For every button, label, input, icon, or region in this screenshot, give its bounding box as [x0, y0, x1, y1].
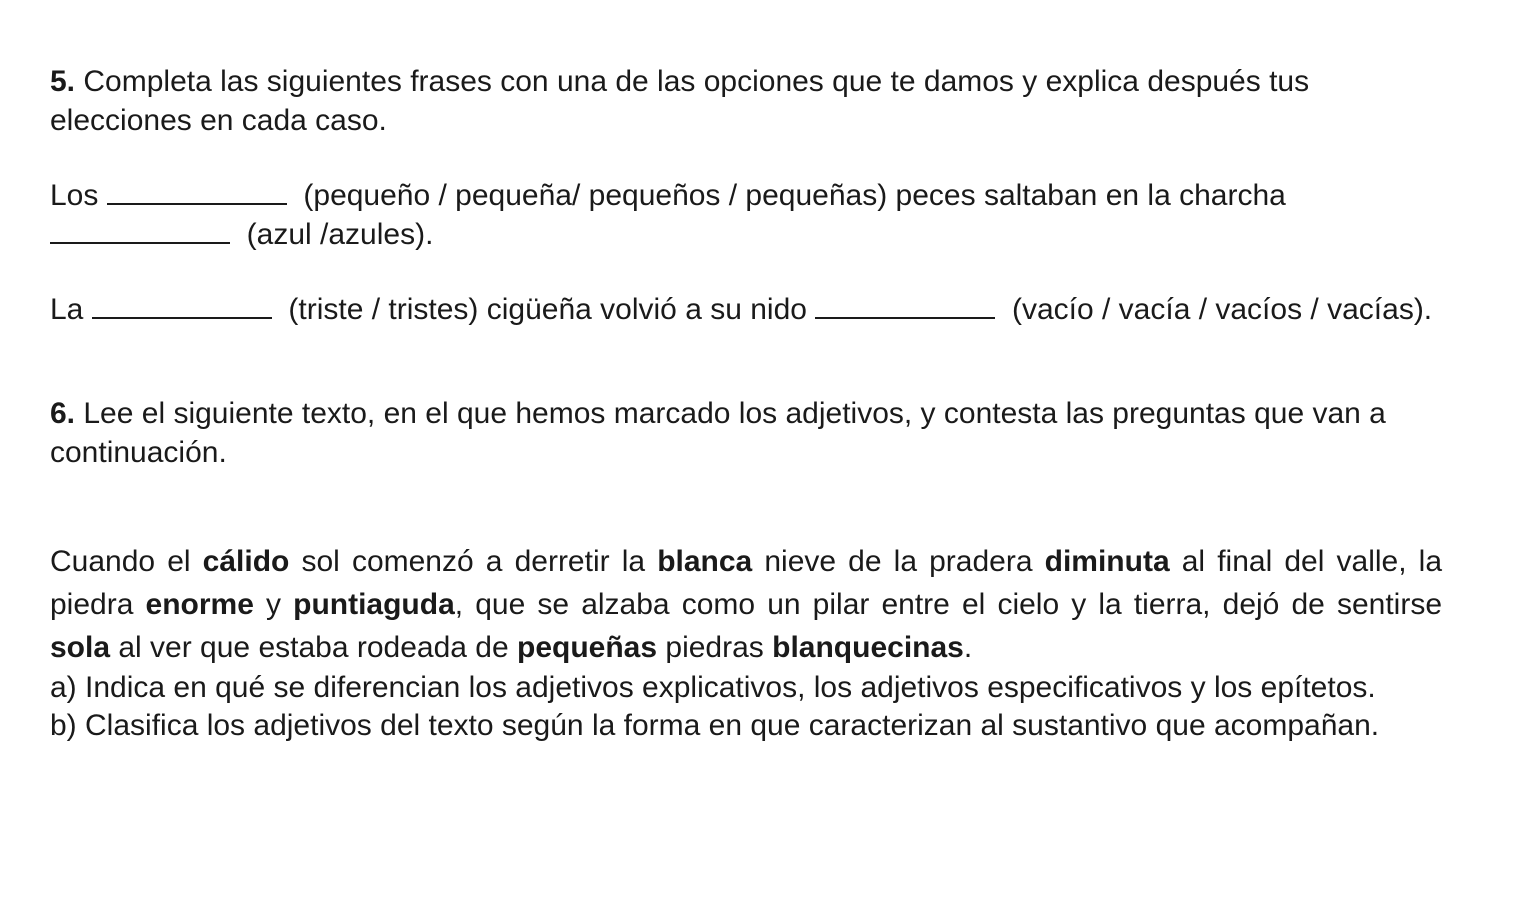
adjective: diminuta — [1044, 545, 1170, 578]
adjective: cálido — [202, 545, 290, 578]
text-segment: sol comenzó a derretir la — [289, 545, 658, 578]
sentence-1-options-2: (azul /azules). — [246, 218, 434, 251]
text-segment: nieve de la pradera — [752, 545, 1045, 578]
exercise-5-instruction-text: Completa las siguientes frases con una de las opciones que te damos y explica después tus elecciones en cada caso. — [50, 65, 1310, 137]
sentence-2-start: La — [50, 293, 84, 326]
worksheet — [50, 62, 1442, 745]
sentence-2-end: vacías). — [1327, 293, 1433, 326]
adjective: sola — [50, 631, 111, 664]
exercise-5-number: 5. — [50, 65, 76, 98]
text-segment: , que se alzaba como un pilar entre el cielo y la tierra, dejó de sentirse — [454, 588, 1442, 621]
exercise-6-text — [50, 540, 1442, 669]
question-b: b) Clasifica los adjetivos del texto según la forma en que caracterizan al sustantivo que acompañan. — [50, 709, 1380, 742]
sentence-2-blank-1 — [92, 291, 272, 319]
text-segment: al final del valle, la piedra — [50, 545, 1443, 621]
exercise-6-instruction-text: Lee el siguiente texto, en el que hemos marcado los adjetivos, y contesta las preguntas que van a continuación. — [50, 397, 1386, 469]
text-segment: Cuando el — [50, 545, 203, 578]
text-segment: . — [963, 631, 973, 664]
exercise-6-number: 6. — [50, 397, 76, 430]
sentence-1-start: Los — [50, 179, 99, 212]
text-segment: y — [253, 588, 294, 621]
text-segment: al ver que estaba rodeada de — [110, 631, 517, 664]
adjective: blanca — [657, 545, 753, 578]
sentence-1 — [50, 176, 1442, 254]
text-segment: piedras — [657, 631, 773, 664]
sentence-2 — [50, 290, 1442, 329]
exercise-5-instruction — [50, 62, 1442, 140]
sentence-2-blank-2 — [815, 291, 995, 319]
adjective: pequeñas — [517, 631, 658, 664]
adjective: blanquecinas — [772, 631, 964, 664]
adjective: enorme — [145, 588, 254, 621]
sentence-1-options-1: (pequeño / pequeña/ pequeños / pequeñas) peces saltaban en la charcha — [303, 179, 1286, 212]
question-a: a) Indica en qué se diferencian los adjetivos explicativos, los adjetivos especificativos y los epítetos. — [50, 671, 1376, 704]
sentence-2-options-1: (triste / tristes) cigüeña volvió a su nido — [288, 293, 807, 326]
sentence-2-options-2: (vacío / vacía / vacíos / — [1011, 293, 1319, 326]
sentence-1-blank-2 — [50, 216, 230, 244]
exercise-6-instruction — [50, 394, 1442, 472]
sentence-1-blank-1 — [107, 177, 287, 205]
adjective: puntiaguda — [293, 588, 455, 621]
